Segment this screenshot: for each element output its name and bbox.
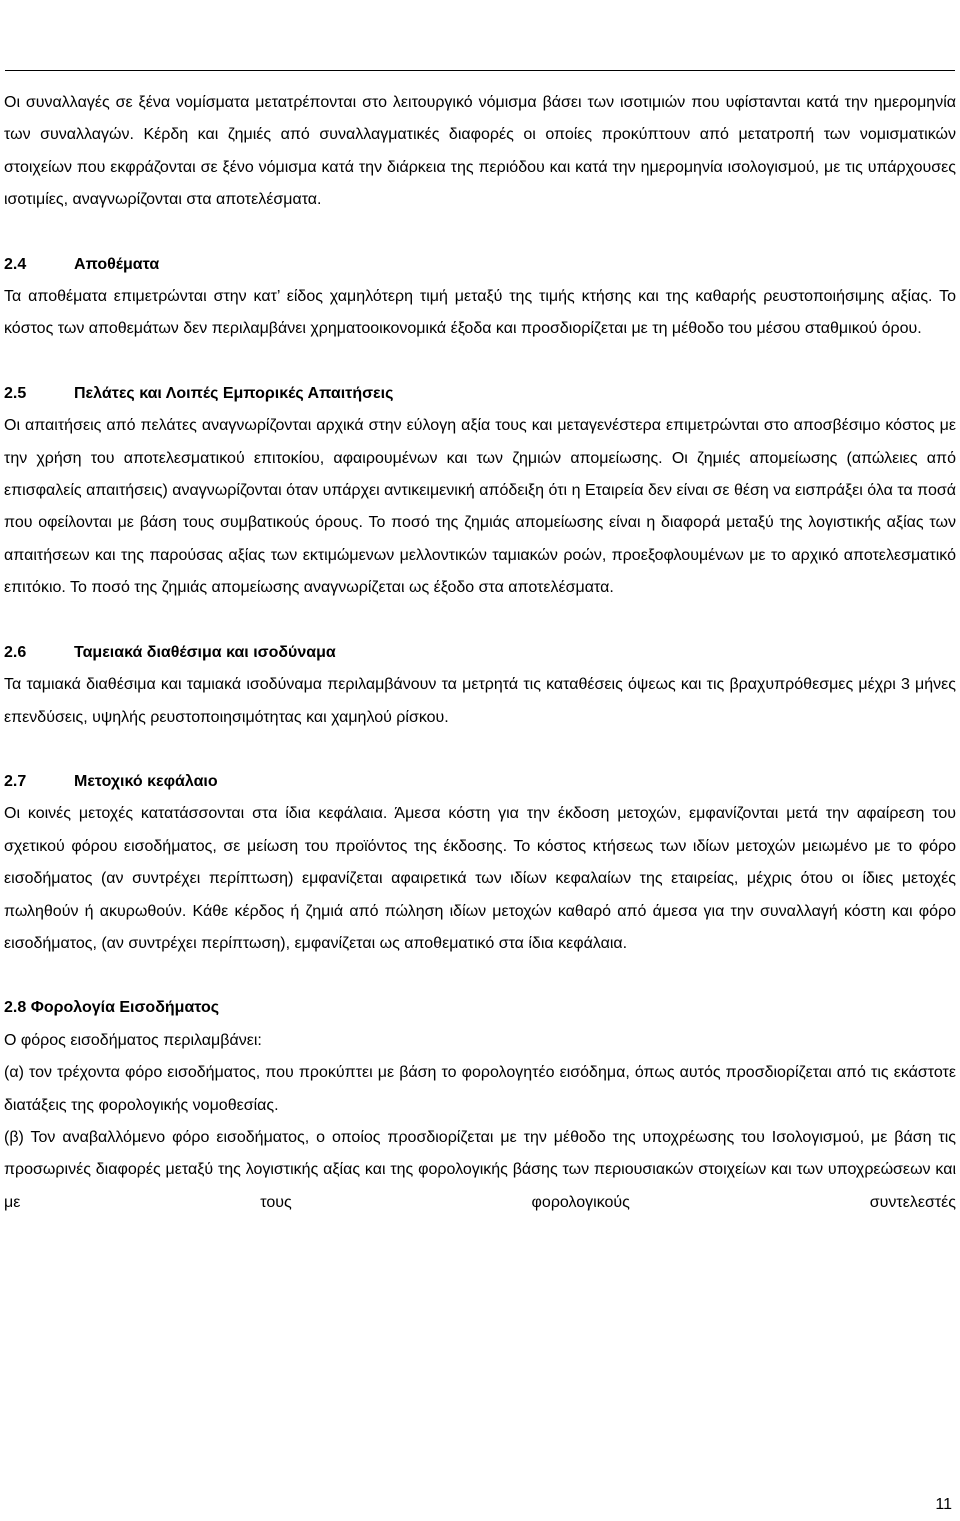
header-subtitle-2: της χρήσης από 1 Ιανουαρίου μέχρι 31 Δεκεμβρίου 2011 (5, 42, 403, 59)
section-2-4-paragraph: Τα αποθέματα επιμετρώνται στην κατ’ είδος χαμηλότερη τιμή μεταξύ της τιμής κτήσης και της καθαρής ρευστοποιήσιμης αξίας. Το κόστος των αποθεμάτων δεν περιλαμβάνει χρηματοοικονομικά έξοδα και προσδιορίζεται με τη μέθοδο του μέσου σταθμικού όρου. (4, 288, 956, 338)
section-heading-2-5 (4, 378, 956, 410)
section-number: 2.4 (4, 255, 27, 273)
company-name: PETROSYS A.E.E. (5, 0, 167, 21)
section-heading-2-6 (4, 637, 956, 669)
section-heading-2-8: 2.8 Φορολογία Εισοδήματος (4, 999, 220, 1017)
intro-paragraph: Οι συναλλαγές σε ξένα νομίσματα μετατρέπονται στο λειτουργικό νόμισμα βάσει των ισοτιμιών που υφίστανται κατά την ημερομηνία των συναλλαγών. Κέρδη και ζημιές από συναλλαγματικές διαφορές οι οποίες προκύπτουν από μετατροπή των νομισματικών στοιχείων που εκφράζονται σε ξένο νόμισμα κατά την διάρκεια της περιόδου και κατά την ημερομηνία ισολογισμού, με τις υπάρχουσες ισοτιμίες, αναγνωρίζονται στα αποτελέσματα. (4, 94, 956, 209)
section-2-8-item-b: (β) Τον αναβαλλόμενο φόρο εισοδήματος, ο οποίος προσδιορίζεται με την μέθοδο της υποχρέωσης του Ισολογισμού, με βάση τις προσωρινές διαφορές μεταξύ της λογιστικής αξίας και της φορολογικής βάσης των περιουσιακών στοιχείων και των υποχρεώσεων και με τους φορολογικούς συντελεστές (4, 1128, 956, 1211)
section-2-6-paragraph: Τα ταμιακά διαθέσιμα και ταμιακά ισοδύναμα περιλαμβάνουν τα μετρητά τις καταθέσεις όψεως και τις βραχυπρόθεσμες μέχρι 3 μήνες επενδύσεις, υψηλής ρευστοποιησιμότητας και χαμηλού ρίσκου. (4, 676, 956, 726)
section-title: Ταμειακά διαθέσιμα και ισοδύναμα (74, 643, 336, 661)
page-number: 11 (935, 1496, 952, 1513)
page-header (5, 0, 955, 68)
header-subtitle-1: Οικονομικές Καταστάσεις (5, 23, 187, 40)
header-divider (5, 70, 955, 71)
section-2-8-item-a: (α) τον τρέχοντα φόρο εισοδήματος, που προκύπτει με βάση το φορολογητέο εισόδημα, όπως αυτός προσδιορίζεται από τις εκάστοτε διατάξεις της φορολογικής νομοθεσίας. (4, 1064, 956, 1114)
section-number: 2.6 (4, 643, 27, 661)
document-body (4, 87, 956, 1219)
section-number: 2.5 (4, 384, 27, 402)
section-title: Αποθέματα (74, 255, 160, 273)
section-title: Πελάτες και Λοιπές Εμπορικές Απαιτήσεις (74, 384, 394, 402)
section-heading-2-7 (4, 766, 956, 798)
section-number: 2.7 (4, 772, 27, 790)
section-heading-2-4 (4, 249, 956, 281)
section-2-8-intro: Ο φόρος εισοδήματος περιλαμβάνει: (4, 1031, 262, 1049)
section-2-7-paragraph: Οι κοινές μετοχές κατατάσσονται στα ίδια κεφάλαια. Άμεσα κόστη για την έκδοση μετοχών, εμφανίζονται μετά την αφαίρεση του σχετικού φόρου εισοδήματος, σε μείωση του προϊόντος της έκδοσης. Το κόστος κτήσεως των ιδίων μετοχών μειωμένο με το φόρο εισοδήματος (αν συντρέχει περίπτωση) εμφανίζεται αφαιρετικά των ιδίων κεφαλαίων της εταιρείας, μέχρις ότου οι ίδιες μετοχές πωληθούν ή ακυρωθούν. Κάθε κέρδος ή ζημιά από πώληση ιδίων μετοχών καθαρό από άμεσα για την συναλλαγή κόστη και φόρο εισοδήματος, (αν συντρέχει περίπτωση), εμφανίζεται ως αποθεματικό στα ίδια κεφάλαια. (4, 805, 956, 952)
section-title: Μετοχικό κεφάλαιο (74, 772, 218, 790)
section-2-5-paragraph: Οι απαιτήσεις από πελάτες αναγνωρίζονται αρχικά στην εύλογη αξία τους και μεταγενέστερα επιμετρώνται στο αποσβέσιμο κόστος με την χρήση του αποτελεσματικού επιτοκίου, αφαιρουμένων και των ζημιών απομείωσης. Οι ζημιές απομείωσης (απώλειες από επισφαλείς απαιτήσεις) αναγνωρίζονται όταν υπάρχει αντικειμενική απόδειξη ότι η Εταιρεία δεν είναι σε θέση να εισπράξει όλα τα ποσά που οφείλονται με βάση τους συμβατικούς όρους. Το ποσό της ζημιάς απομείωσης είναι η διαφορά μεταξύ της λογιστικής αξίας των απαιτήσεων και της παρούσας αξίας των εκτιμώμενων μελλοντικών ταμιακών ροών, προεξοφλουμένων με το αρχικό αποτελεσματικό επιτόκιο. Το ποσό της ζημιάς απομείωσης αναγνωρίζεται ως έξοδο στα αποτελέσματα. (4, 417, 956, 597)
